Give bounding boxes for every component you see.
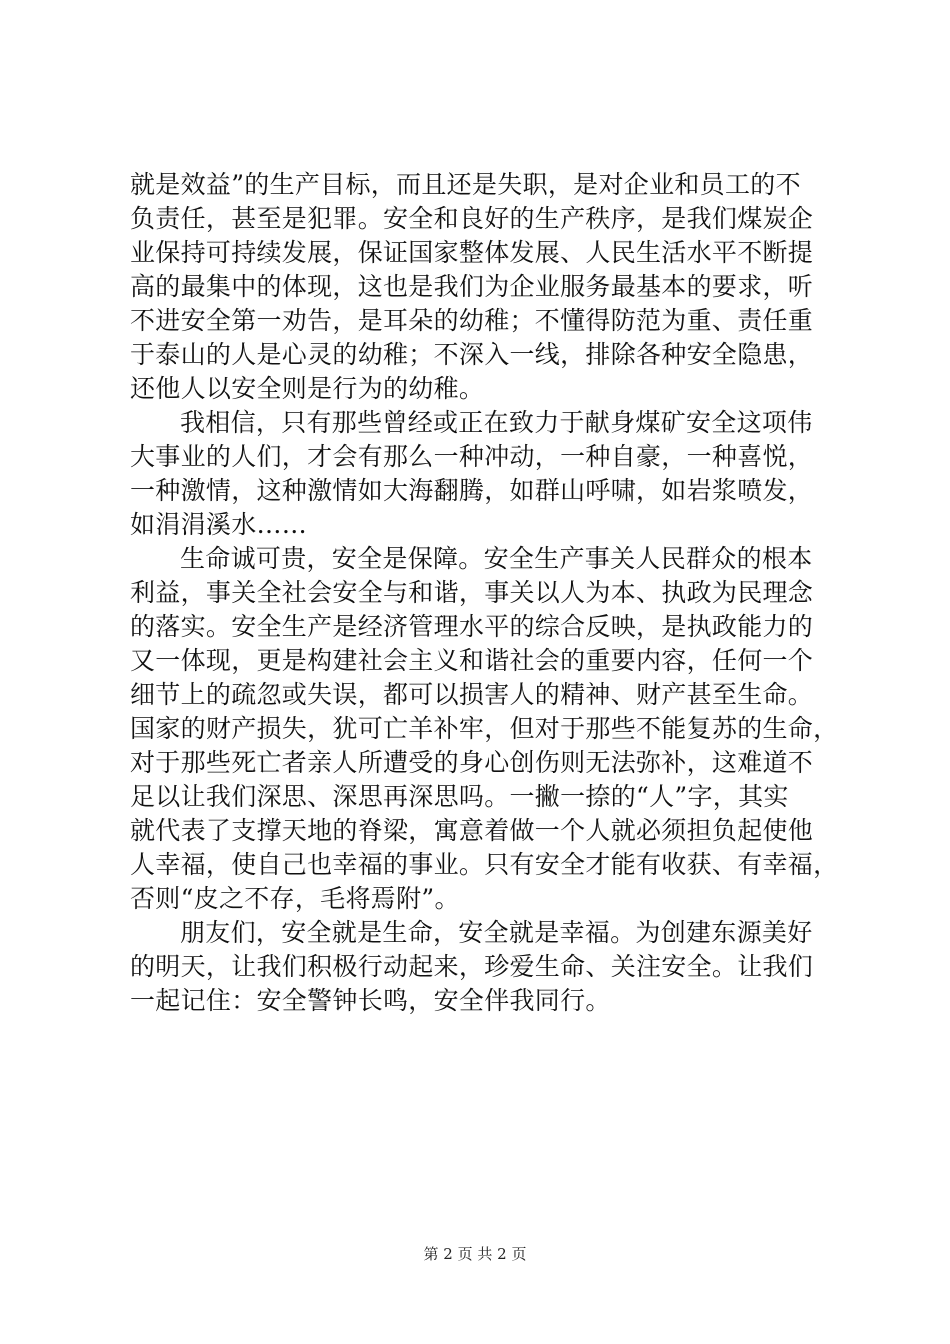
text-line: 就是效益”的生产目标，而且还是失职，是对企业和员工的不 [130, 170, 801, 199]
text-line: 高的最集中的体现，这也是我们为企业服务最基本的要求，听 [130, 272, 814, 301]
text-line: 国家的财产损失，犹可亡羊补牢，但对于那些不能复苏的生命， [130, 714, 839, 743]
text-line: 人幸福，使自己也幸福的事业。只有安全才能有收获、有幸福， [130, 850, 839, 879]
text-line: 还他人以安全则是行为的幼稚。 [130, 374, 485, 403]
text-line: 就代表了支撑天地的脊梁，寓意着做一个人就必须担负起使他 [130, 816, 814, 845]
text-line: 对于那些死亡者亲人所遭受的身心创伤则无法弥补，这难道不 [130, 748, 814, 777]
page-number-footer: 第 2 页 共 2 页 [423, 1245, 527, 1263]
text-line: 的明天，让我们积极行动起来，珍爱生命、关注安全。让我们 [130, 952, 814, 981]
text-line: 如涓涓溪水…… [130, 510, 308, 539]
text-line: 利益，事关全社会安全与和谐，事关以人为本、执政为民理念 [130, 578, 814, 607]
text-line: 不进安全第一劝告，是耳朵的幼稚；不懂得防范为重、责任重 [130, 306, 814, 335]
paragraph-first-line: 生命诚可贵，安全是保障。安全生产事关人民群众的根本 [180, 544, 813, 573]
text-line: 一起记住：安全警钟长鸣，安全伴我同行。 [130, 986, 611, 1015]
paragraph-first-line: 我相信，只有那些曾经或正在致力于献身煤矿安全这项伟 [180, 408, 813, 437]
paragraph-first-line: 朋友们，安全就是生命，安全就是幸福。为创建东源美好 [180, 918, 813, 947]
document-body [130, 168, 839, 1018]
text-line: 足以让我们深思、深思再深思吗。一撇一捺的“人”字，其实 [130, 782, 789, 811]
text-line: 一种激情，这种激情如大海翻腾，如群山呼啸，如岩浆喷发， [130, 476, 814, 505]
text-line: 负责任，甚至是犯罪。安全和良好的生产秩序，是我们煤炭企 [130, 204, 814, 233]
text-line: 否则“皮之不存，毛将焉附”。 [130, 884, 460, 913]
text-line: 细节上的疏忽或失误，都可以损害人的精神、财产甚至生命。 [130, 680, 814, 709]
text-line: 业保持可持续发展，保证国家整体发展、人民生活水平不断提 [130, 238, 814, 267]
text-line: 的落实。安全生产是经济管理水平的综合反映，是执政能力的 [130, 612, 814, 641]
text-line: 大事业的人们，才会有那么一种冲动，一种自豪，一种喜悦， [130, 442, 814, 471]
text-line: 又一体现，更是构建社会主义和谐社会的重要内容，任何一个 [130, 646, 814, 675]
text-line: 于泰山的人是心灵的幼稚；不深入一线，排除各种安全隐患， [130, 340, 814, 369]
